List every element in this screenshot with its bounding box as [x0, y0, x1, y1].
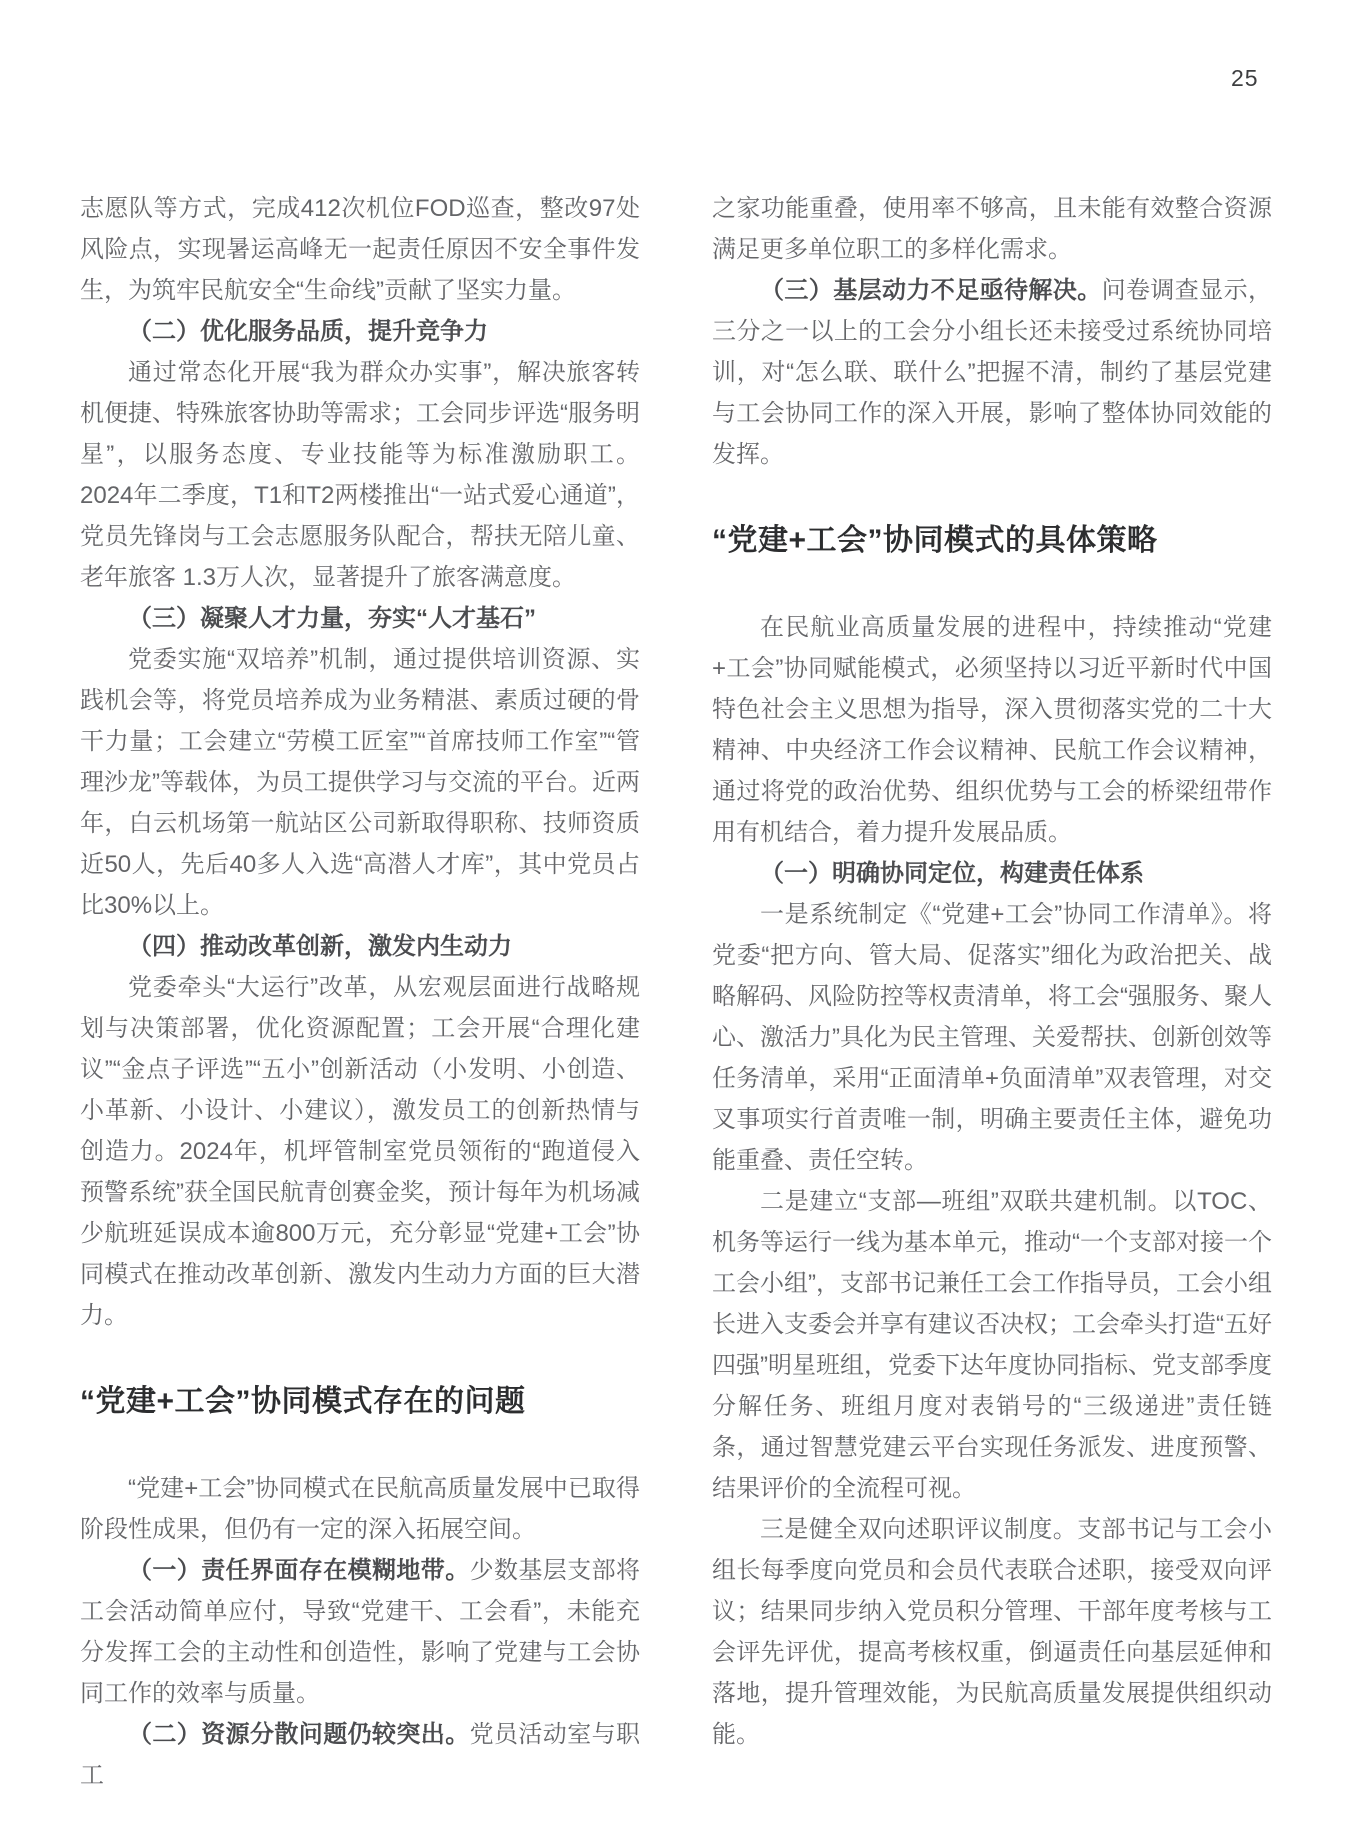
sub-heading: （四）推动改革创新，激发内生动力	[128, 933, 512, 960]
paragraph: 二是建立“支部—班组”双联共建机制。以TOC、机务等运行一线为基本单元，推动“一个支部对接一个工会小组”，支部书记兼任工会工作指导员，工会小组长进入支委会并享有建议否决权；工会牵头打造“五好四强”明星班组，党委下达年度协同指标、党支部季度分解任务、班组月度对表销号的“三级递进”责任链条，通过智慧党建云平台实现任务派发、进度预警、结果评价的全流程可视。	[712, 1188, 1272, 1502]
section-heading: “党建+工会”协同模式的具体策略	[712, 524, 1158, 557]
paragraph: 志愿队等方式，完成412次机位FOD巡查，整改97处风险点，实现暑运高峰无一起责任原因不安全事件发生，为筑牢民航安全“生命线”贡献了坚实力量。	[80, 195, 640, 304]
paragraph-lead: （三）基层动力不足亟待解决。	[760, 277, 1102, 304]
left-column	[80, 188, 640, 1796]
page-number: 25	[1231, 65, 1259, 91]
sub-heading: （一）明确协同定位，构建责任体系	[760, 860, 1144, 887]
sub-heading: （二）优化服务品质，提升竞争力	[128, 318, 488, 345]
paragraph-text: 党员活动室与职工	[80, 1721, 641, 1789]
paragraph-text: 少数基层支部将工会活动简单应付，导致“党建干、工会看”，未能充分发挥工会的主动性和创造性，影响了党建与工会协同工作的效率与质量。	[80, 1557, 641, 1707]
paragraph: 通过常态化开展“我为群众办实事”，解决旅客转机便捷、特殊旅客协助等需求；工会同步评选“服务明星”，以服务态度、专业技能等为标准激励职工。2024年二季度，T1和T2两楼推出“一站式爱心通道”，党员先锋岗与工会志愿服务队配合，帮扶无陪儿童、老年旅客 1.3万人次，显著提升了旅客满意度。	[80, 359, 640, 591]
paragraph: 一是系统制定《“党建+工会”协同工作清单》。将党委“把方向、管大局、促落实”细化为政治把关、战略解码、风险防控等权责清单，将工会“强服务、聚人心、激活力”具化为民主管理、关爱帮扶、创新创效等任务清单，采用“正面清单+负面清单”双表管理，对交叉事项实行首责唯一制，明确主要责任主体，避免功能重叠、责任空转。	[712, 901, 1272, 1174]
paragraph-lead: （二）资源分散问题仍较突出。	[128, 1721, 470, 1748]
paragraph: 三是健全双向述职评议制度。支部书记与工会小组长每季度向党员和会员代表联合述职，接受双向评议；结果同步纳入党员积分管理、干部年度考核与工会评先评优，提高考核权重，倒逼责任向基层延伸和落地，提升管理效能，为民航高质量发展提供组织动能。	[712, 1516, 1272, 1748]
paragraph-lead: （一）责任界面存在模糊地带。	[128, 1557, 470, 1584]
paragraph: 党委实施“双培养”机制，通过提供培训资源、实践机会等，将党员培养成为业务精湛、素质过硬的骨干力量；工会建立“劳模工匠室”“首席技师工作室”“管理沙龙”等载体，为员工提供学习与交流的平台。近两年，白云机场第一航站区公司新取得职称、技师资质近50人，先后40多人入选“高潜人才库”，其中党员占比30%以上。	[80, 646, 640, 919]
right-column	[712, 188, 1272, 1796]
article-body	[80, 188, 1272, 1796]
paragraph	[80, 1550, 640, 1714]
paragraph	[712, 270, 1272, 475]
paragraph: 之家功能重叠，使用率不够高，且未能有效整合资源满足更多单位职工的多样化需求。	[712, 195, 1272, 263]
paragraph-text: 问卷调查显示，三分之一以上的工会分小组长还未接受过系统协同培训，对“怎么联、联什么”把握不清，制约了基层党建与工会协同工作的深入开展，影响了整体协同效能的发挥。	[712, 277, 1273, 468]
paragraph: 党委牵头“大运行”改革，从宏观层面进行战略规划与决策部署，优化资源配置；工会开展“合理化建议”“金点子评选”“五小”创新活动（小发明、小创造、小革新、小设计、小建议），激发员工的创新热情与创造力。2024年，机坪管制室党员领衔的“跑道侵入预警系统”获全国民航青创赛金奖，预计每年为机场减少航班延误成本逾800万元，充分彰显“党建+工会”协同模式在推动改革创新、激发内生动力方面的巨大潜力。	[80, 974, 640, 1329]
paragraph: “党建+工会”协同模式在民航高质量发展中已取得阶段性成果，但仍有一定的深入拓展空间。	[80, 1475, 640, 1543]
section-heading: “党建+工会”协同模式存在的问题	[80, 1385, 526, 1418]
sub-heading: （三）凝聚人才力量，夯实“人才基石”	[128, 605, 536, 632]
paragraph: 在民航业高质量发展的进程中，持续推动“党建+工会”协同赋能模式，必须坚持以习近平新时代中国特色社会主义思想为指导，深入贯彻落实党的二十大精神、中央经济工作会议精神、民航工作会议精神，通过将党的政治优势、组织优势与工会的桥梁纽带作用有机结合，着力提升发展品质。	[712, 614, 1272, 846]
paragraph	[80, 1714, 640, 1796]
